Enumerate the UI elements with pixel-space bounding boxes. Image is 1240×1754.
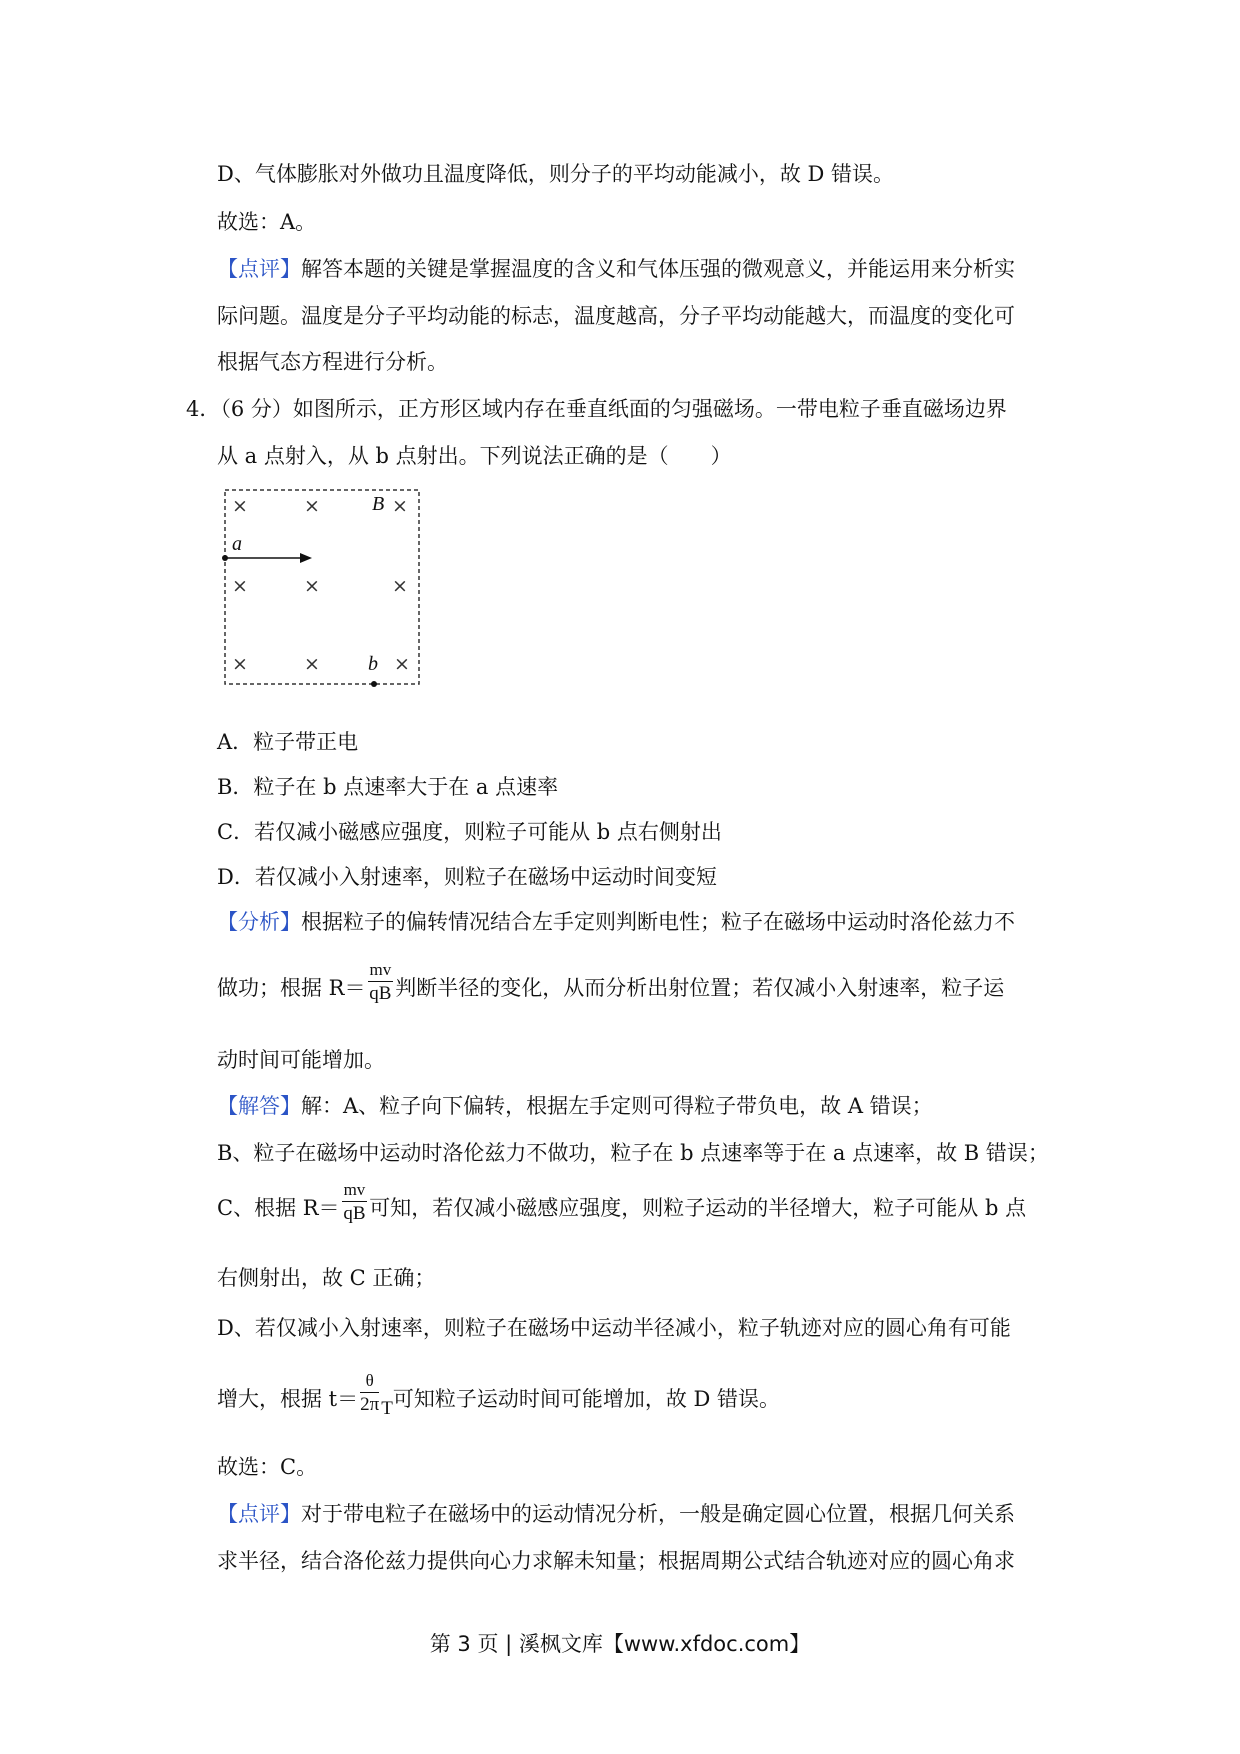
option-b: B．粒子在 b 点速率大于在 a 点速率 — [217, 775, 559, 799]
field-cross: × — [304, 653, 320, 675]
formula-denominator: qB — [343, 1203, 366, 1224]
text-line: D、气体膨胀对外做功且温度降低，则分子的平均动能减小，故 D 错误。 — [217, 162, 895, 186]
page-footer: 第 3 页 | 溪枫文库【www.xfdoc.com】 — [429, 1632, 811, 1656]
label-a: a — [232, 533, 242, 555]
comment-text: 对于带电粒子在磁场中的运动情况分析，一般是确定圆心位置，根据几何关系 — [301, 1502, 1015, 1526]
answer-choice: 故选：C。 — [217, 1455, 318, 1479]
comment-tag: 【点评】 — [217, 1502, 301, 1526]
formula-numerator: θ — [360, 1370, 379, 1393]
formula-denominator: qB — [369, 983, 392, 1004]
comment-line — [217, 255, 1015, 283]
answer-text: 增大，根据 t＝ — [217, 1387, 359, 1411]
analysis-line: 动时间可能增加。 — [217, 1048, 385, 1072]
analysis-text: 根据粒子的偏转情况结合左手定则判断电性；粒子在磁场中运动时洛伦兹力不 — [301, 910, 1015, 934]
field-cross: × — [392, 495, 408, 517]
option-d: D．若仅减小入射速率，则粒子在磁场中运动时间变短 — [217, 865, 717, 889]
point-b — [371, 681, 377, 687]
question-line — [186, 395, 1007, 423]
answer-line — [217, 1180, 1027, 1226]
formula-tail: T — [381, 1398, 393, 1419]
comment-text: 解答本题的关键是掌握温度的含义和气体压强的微观意义，并能运用来分析实 — [301, 257, 1015, 281]
answer-line: B、粒子在磁场中运动时洛伦兹力不做功，粒子在 b 点速率等于在 a 点速率，故 B 错误； — [217, 1141, 1049, 1165]
magnetic-field-figure — [222, 488, 422, 688]
field-cross: × — [232, 495, 248, 517]
formula-t — [360, 1370, 379, 1417]
formula-denominator: 2π — [360, 1394, 380, 1415]
analysis-text: 做功；根据 R＝ — [217, 976, 366, 1000]
field-boundary — [225, 490, 419, 684]
field-cross: × — [232, 575, 248, 597]
analysis-line — [217, 908, 1015, 936]
answer-line — [217, 1371, 781, 1423]
answer-line — [217, 1092, 933, 1120]
comment-line — [217, 1500, 1015, 1528]
field-cross: × — [392, 575, 408, 597]
text-line: 根据气态方程进行分析。 — [217, 350, 448, 374]
answer-text: C、根据 R＝ — [217, 1196, 340, 1220]
text-line: 际问题。温度是分子平均动能的标志，温度越高，分子平均动能越大，而温度的变化可 — [217, 304, 1015, 328]
text-line: 故选：A。 — [217, 210, 317, 234]
formula-r — [368, 959, 394, 1006]
field-cross: × — [304, 575, 320, 597]
field-cross: × — [394, 653, 410, 675]
answer-line: D、若仅减小入射速率，则粒子在磁场中运动半径减小，粒子轨迹对应的圆心角有可能 — [217, 1316, 1011, 1340]
analysis-tag: 【分析】 — [217, 910, 301, 934]
label-B: B — [372, 493, 385, 515]
formula-numerator: mv — [342, 1179, 368, 1202]
analysis-line — [217, 960, 1005, 1006]
option-a: A．粒子带正电 — [217, 730, 359, 754]
field-cross: × — [232, 653, 248, 675]
formula-numerator: mv — [368, 959, 394, 982]
answer-text: 可知粒子运动时间可能增加，故 D 错误。 — [392, 1387, 781, 1411]
label-b: b — [368, 653, 378, 675]
field-cross: × — [304, 495, 320, 517]
answer-text: 解：A、粒子向下偏转，根据左手定则可得粒子带负电，故 A 错误； — [301, 1094, 933, 1118]
option-c: C．若仅减小磁感应强度，则粒子可能从 b 点右侧射出 — [217, 820, 722, 844]
comment-tag: 【点评】 — [217, 257, 301, 281]
analysis-text: 判断半径的变化，从而分析出射位置；若仅减小入射速率，粒子运 — [395, 976, 1005, 1000]
question-number: 4． — [186, 397, 221, 421]
formula-r — [342, 1179, 368, 1226]
answer-line: 右侧射出，故 C 正确； — [217, 1266, 436, 1290]
question-line: 从 a 点射入，从 b 点射出。下列说法正确的是（ ） — [217, 444, 732, 468]
answer-tag: 【解答】 — [217, 1094, 301, 1118]
question-text: （6 分）如图所示，正方形区域内存在垂直纸面的匀强磁场。一带电粒子垂直磁场边界 — [220, 397, 1007, 421]
answer-text: 可知，若仅减小磁感应强度，则粒子运动的半径增大，粒子可能从 b 点 — [369, 1196, 1027, 1220]
comment-line: 求半径，结合洛伦兹力提供向心力求解未知量；根据周期公式结合轨迹对应的圆心角求 — [217, 1549, 1015, 1573]
arrow-head — [300, 553, 312, 563]
